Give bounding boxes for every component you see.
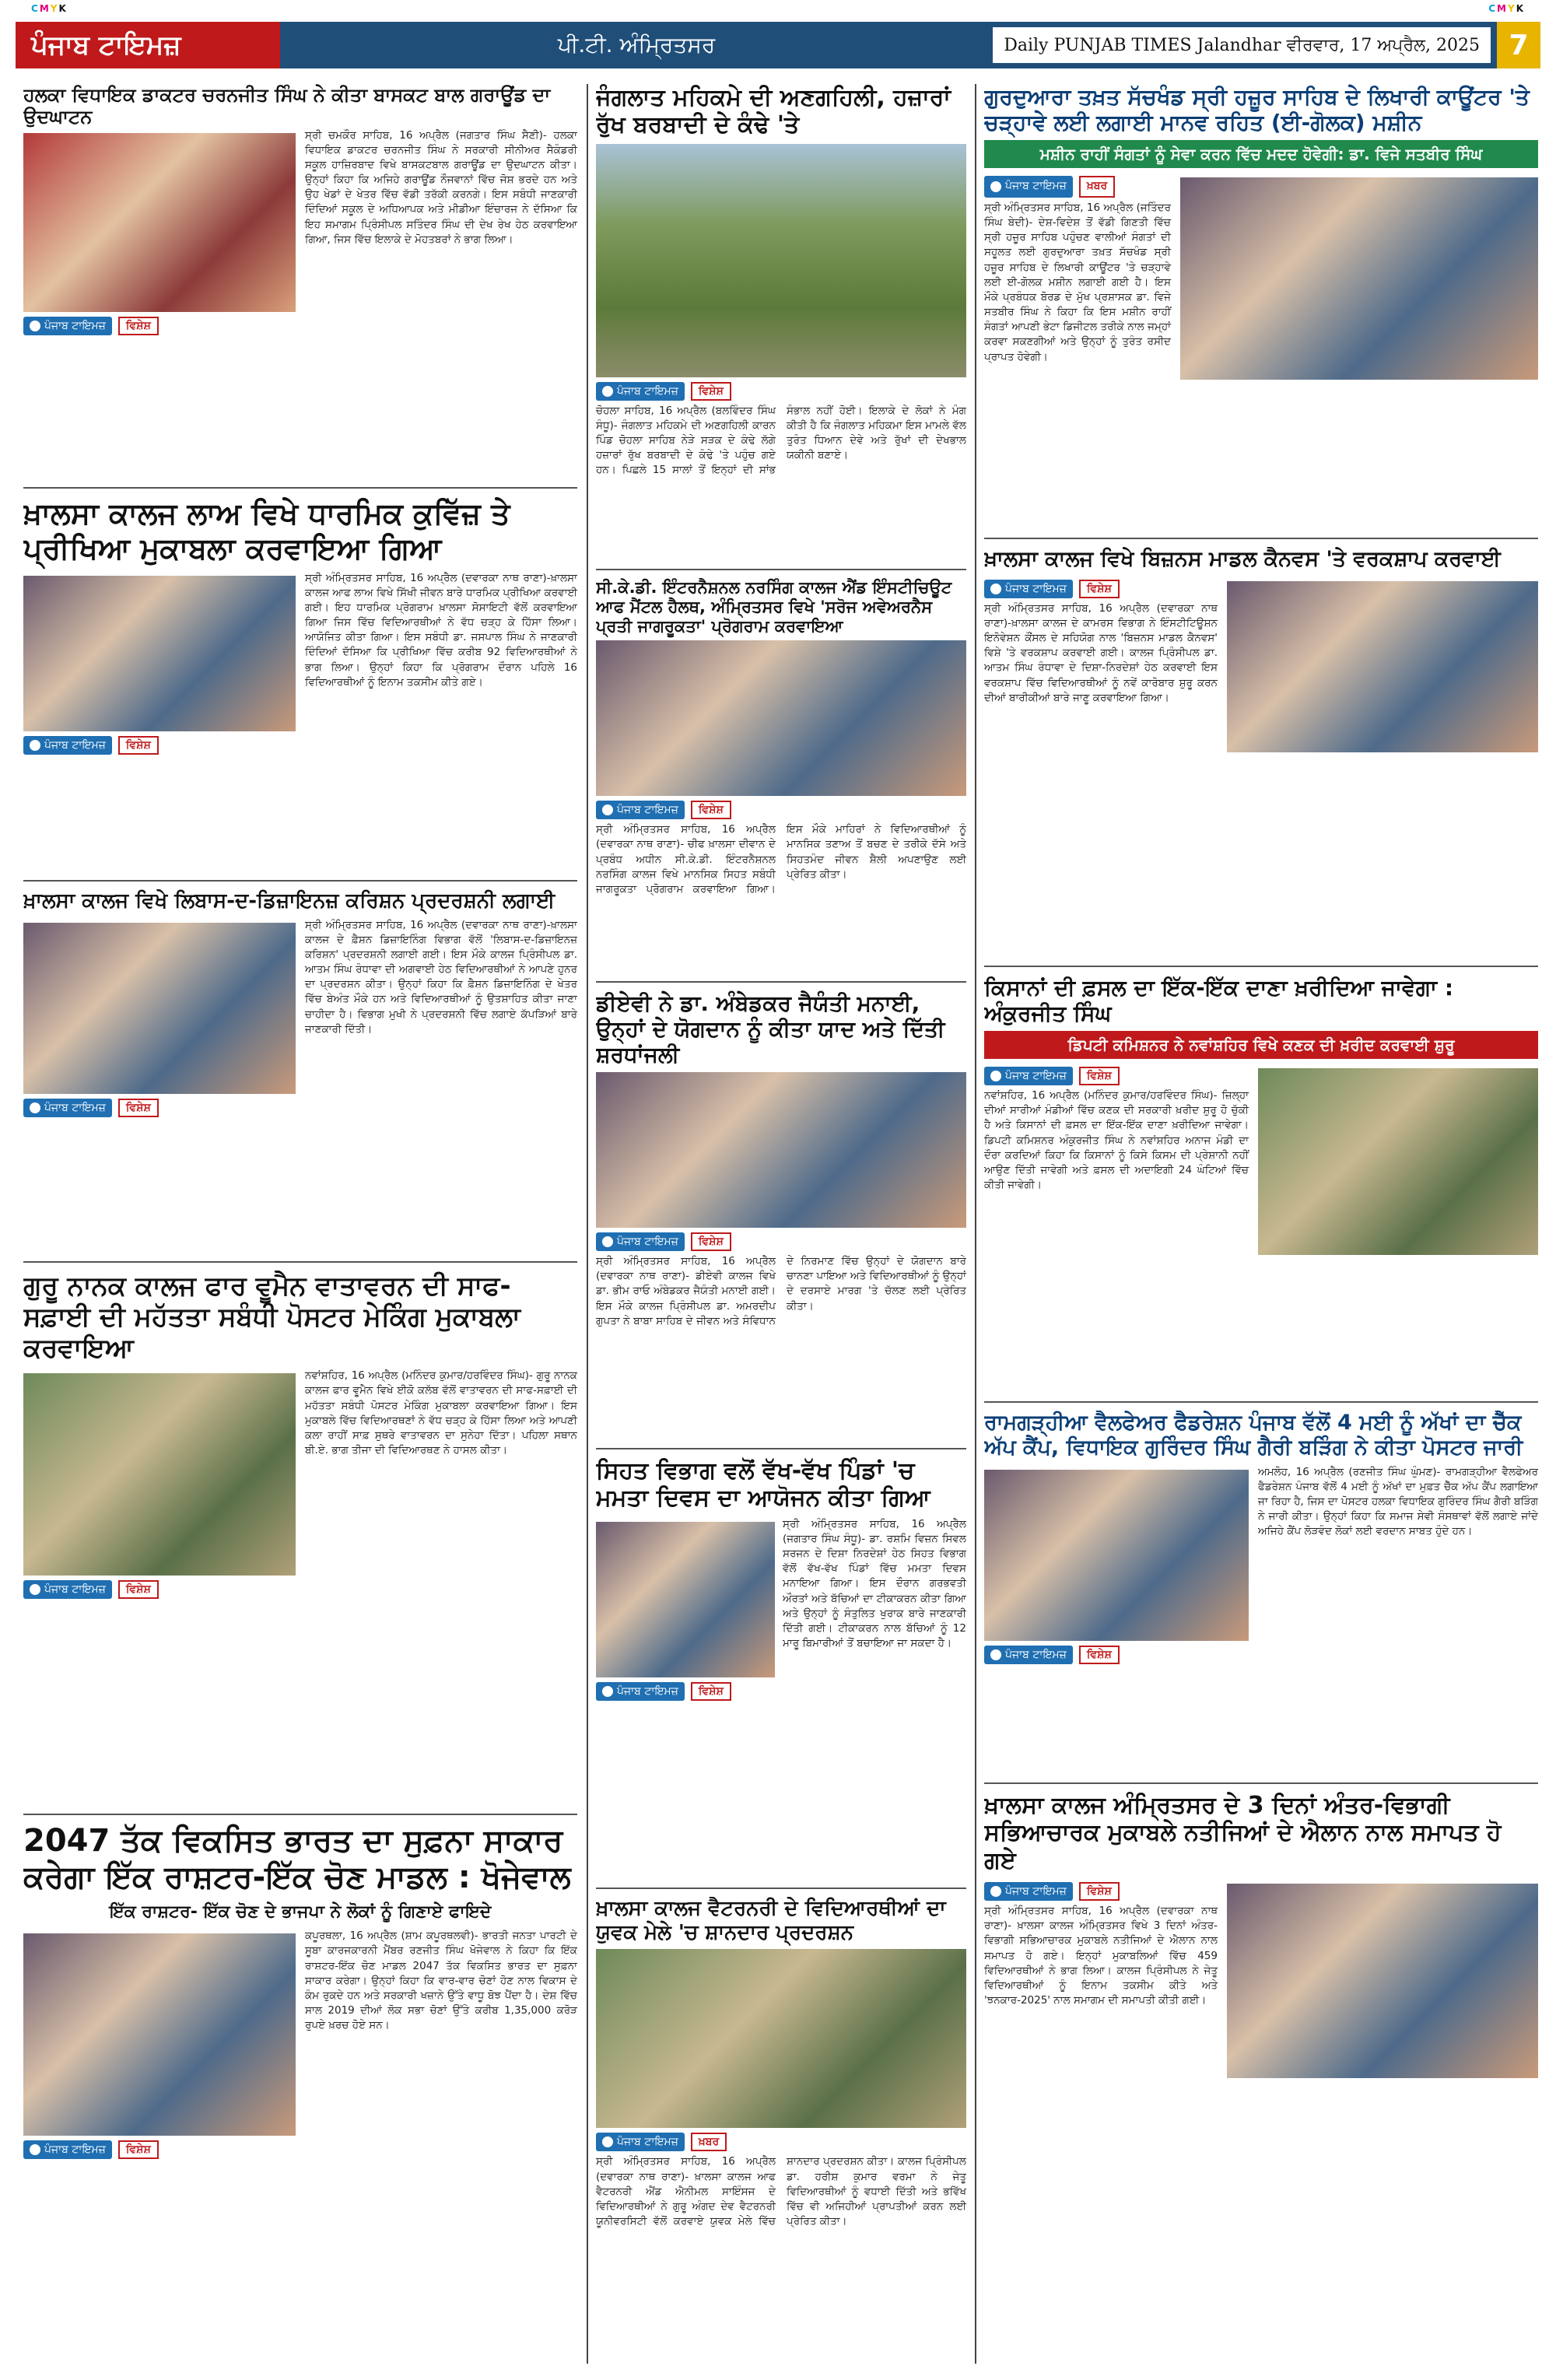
news-tag: ਖ਼ਬਰ — [691, 2133, 727, 2151]
headline: ਕਿਸਾਨਾਂ ਦੀ ਫ਼ਸਲ ਦਾ ਇੱਕ-ਇੱਕ ਦਾਣਾ ਖ਼ਰੀਦਿਆ ਜਾਵੇਗਾ : ਅੰਕੁਰਜੀਤ ਸਿੰਘ — [984, 975, 1454, 1027]
special-tag: ਵਿਸ਼ੇਸ਼ — [1079, 1882, 1120, 1901]
story-nursing-college — [596, 578, 966, 983]
brand-badge: ਪੰਜਾਬ ਟਾਇਮਜ਼ — [984, 1882, 1073, 1901]
byline — [596, 2133, 966, 2151]
news-photo — [23, 1933, 296, 2136]
news-photo — [23, 1373, 296, 1576]
brand-icon — [602, 1236, 613, 1247]
subheadline: ਡਿਪਟੀ ਕਮਿਸ਼ਨਰ ਨੇ ਨਵਾਂਸ਼ਹਿਰ ਵਿਖੇ ਕਣਕ ਦੀ ਖ਼ਰੀਦ ਕਰਵਾਈ ਸ਼ੁਰੂ — [984, 1031, 1538, 1059]
byline — [23, 2140, 296, 2159]
special-tag: ਵਿਸ਼ੇਸ਼ — [118, 317, 159, 335]
news-photo — [596, 144, 966, 377]
brand-icon — [30, 321, 40, 331]
story-fashion-exhibition — [23, 889, 577, 1263]
page-number: 7 — [1497, 22, 1540, 68]
byline — [23, 736, 296, 755]
news-photo — [1227, 1884, 1538, 2078]
story-body: ਚੋਹਲਾ ਸਾਹਿਬ, 16 ਅਪ੍ਰੈਲ (ਬਲਵਿੰਦਰ ਸਿੰਘ ਸੰਧੂ)- ਜੰਗਲਾਤ ਮਹਿਕਮੇ ਦੀ ਅਣਗਹਿਲੀ ਕਾਰਨ ਪਿੰਡ ਚੋਹਲਾ ਸਾਹਿਬ ਨੇੜੇ ਸੜਕ ਦੇ ਕੰਢੇ ਲੱਗੇ ਹਜ਼ਾਰਾਂ ਰੁੱਖ ਬਰਬਾਦੀ ਦੇ ਕੰਢੇ 'ਤੇ ਪਹੁੰਚ ਗਏ ਹਨ। ਪਿਛਲੇ 15 ਸਾਲਾਂ ਤੋਂ ਇਨ੍ਹਾਂ ਦੀ ਸਾਂਭ ਸੰਭਾਲ ਨਹੀਂ ਹੋਈ। ਇਲਾਕੇ ਦੇ ਲੋਕਾਂ ਨੇ ਮੰਗ ਕੀਤੀ ਹੈ ਕਿ ਜੰਗਲਾਤ ਮਹਿਕਮਾ ਇਸ ਮਾਮਲੇ ਵੱਲ ਤੁਰੰਤ ਧਿਆਨ ਦੇਵੇ ਅਤੇ ਰੁੱਖਾਂ ਦੀ ਦੇਖਭਾਲ ਯਕੀਨੀ ਬਣਾਏ। — [596, 404, 966, 477]
headline: ਖ਼ਾਲਸਾ ਕਾਲਜ ਲਾਅ ਵਿਖੇ ਧਾਰਮਿਕ ਕੁਵਿੱਜ਼ ਤੇ ਪ੍ਰੀਖਿਆ ਮੁਕਾਬਲਾ ਕਰਵਾਇਆ ਗਿਆ — [23, 496, 510, 566]
news-photo — [984, 1470, 1249, 1641]
brand-badge: ਪੰਜਾਬ ਟਾਇਮਜ਼ — [984, 176, 1073, 198]
brand-badge: ਪੰਜਾਬ ਟਾਇਮਜ਼ — [23, 1580, 112, 1599]
story-body: ਕਪੂਰਥਲਾ, 16 ਅਪ੍ਰੈਲ (ਸ਼ਾਮ ਕਪੂਰਥਲਵੀ)- ਭਾਰਤੀ ਜਨਤਾ ਪਾਰਟੀ ਦੇ ਸੂਬਾ ਕਾਰਜਕਾਰਨੀ ਮੈਂਬਰ ਰਣਜੀਤ ਸਿੰਘ ਖੋਜੇਵਾਲ ਨੇ ਕਿਹਾ ਕਿ ਇੱਕ ਰਾਸ਼ਟਰ-ਇੱਕ ਚੋਣ ਮਾਡਲ 2047 ਤੱਕ ਵਿਕਸਿਤ ਭਾਰਤ ਦਾ ਸੁਫ਼ਨਾ ਸਾਕਾਰ ਕਰੇਗਾ। ਉਨ੍ਹਾਂ ਕਿਹਾ ਕਿ ਵਾਰ-ਵਾਰ ਚੋਣਾਂ ਹੋਣ ਨਾਲ ਵਿਕਾਸ ਦੇ ਕੰਮ ਰੁਕਦੇ ਹਨ ਅਤੇ ਸਰਕਾਰੀ ਖਜ਼ਾਨੇ ਉੱਤੇ ਵਾਧੂ ਬੋਝ ਪੈਂਦਾ ਹੈ। ਦੇਸ਼ ਵਿੱਚ ਸਾਲ 2019 ਦੀਆਂ ਲੋਕ ਸਭਾ ਚੋਣਾਂ ਉੱਤੇ ਕਰੀਬ 1,35,000 ਕਰੋੜ ਰੁਪਏ ਖ਼ਰਚ ਹੋਏ ਸਨ। — [305, 1930, 577, 2032]
story-body: ਸ੍ਰੀ ਅੰਮ੍ਰਿਤਸਰ ਸਾਹਿਬ, 16 ਅਪ੍ਰੈਲ (ਦਵਾਰਕਾ ਨਾਥ ਰਾਣਾ)- ਖ਼ਾਲਸਾ ਕਾਲਜ ਅੰਮ੍ਰਿਤਸਰ ਵਿਖੇ 3 ਦਿਨਾਂ ਅੰਤਰ-ਵਿਭਾਗੀ ਸਭਿਆਚਾਰਕ ਮੁਕਾਬਲੇ ਨਤੀਜਿਆਂ ਦੇ ਐਲਾਨ ਨਾਲ ਸਮਾਪਤ ਹੋ ਗਏ। ਇਨ੍ਹਾਂ ਮੁਕਾਬਲਿਆਂ ਵਿੱਚ 459 ਵਿਦਿਆਰਥੀਆਂ ਨੇ ਭਾਗ ਲਿਆ। ਕਾਲਜ ਪ੍ਰਿੰਸੀਪਲ ਨੇ ਜੇਤੂ ਵਿਦਿਆਰਥੀਆਂ ਨੂੰ ਇਨਾਮ ਤਕਸੀਮ ਕੀਤੇ ਅਤੇ 'ਝਨਕਾਰ-2025' ਨਾਲ ਸਮਾਗਮ ਦੀ ਸਮਾਪਤੀ ਕੀਤੀ ਗਈ। — [984, 1905, 1218, 2007]
special-tag: ਵਿਸ਼ੇਸ਼ — [691, 1682, 731, 1701]
story-cultural-competitions — [984, 1792, 1538, 2336]
brand-badge: ਪੰਜਾਬ ਟਾਇਮਜ਼ — [596, 1232, 685, 1251]
brand-icon — [602, 386, 613, 397]
paper-logo: ਪੰਜਾਬ ਟਾਇਮਜ਼ — [16, 22, 280, 68]
story-body: ਸ੍ਰੀ ਅੰਮ੍ਰਿਤਸਰ ਸਾਹਿਬ, 16 ਅਪ੍ਰੈਲ (ਦਵਾਰਕਾ ਨਾਥ ਰਾਣਾ)-ਖ਼ਾਲਸਾ ਕਾਲਜ ਦੇ ਕਾਮਰਸ ਵਿਭਾਗ ਨੇ ਇੰਸਟੀਟਿਊਸ਼ਨ ਇਨੋਵੇਸ਼ਨ ਕੌਂਸਲ ਦੇ ਸਹਿਯੋਗ ਨਾਲ 'ਬਿਜ਼ਨਸ ਮਾਡਲ ਕੈਨਵਸ' ਵਿਸ਼ੇ 'ਤੇ ਵਰਕਸ਼ਾਪ ਕਰਵਾਈ ਗਈ। ਕਾਲਜ ਪ੍ਰਿੰਸੀਪਲ ਡਾ. ਆਤਮ ਸਿੰਘ ਰੰਧਾਵਾ ਦੇ ਦਿਸ਼ਾ-ਨਿਰਦੇਸ਼ਾਂ ਹੇਠ ਕਰਵਾਈ ਇਸ ਵਰਕਸ਼ਾਪ ਵਿੱਚ ਵਿਦਿਆਰਥੀਆਂ ਨੂੰ ਨਵੇਂ ਕਾਰੋਬਾਰ ਸ਼ੁਰੂ ਕਰਨ ਦੀਆਂ ਬਾਰੀਕੀਆਂ ਬਾਰੇ ਜਾਣੂ ਕਰਵਾਇਆ ਗਿਆ। — [984, 601, 1218, 704]
headline: ਗੁਰਦੁਆਰਾ ਤਖ਼ਤ ਸੱਚਖੰਡ ਸ੍ਰੀ ਹਜ਼ੂਰ ਸਾਹਿਬ ਦੇ ਲਿਖਾਰੀ ਕਾਊਂਟਰ 'ਤੇ ਚੜ੍ਹਾਵੇ ਲਈ ਲਗਾਈ ਮਾਨਵ ਰਹਿਤ (ਈ-ਗੋਲਕ) ਮਸ਼ੀਨ — [984, 84, 1530, 136]
story-body: ਨਵਾਂਸ਼ਹਿਰ, 16 ਅਪ੍ਰੈਲ (ਮਨਿੰਦਰ ਕੁਮਾਰ/ਹਰਵਿੰਦਰ ਸਿੰਘ)- ਗੁਰੂ ਨਾਨਕ ਕਾਲਜ ਫਾਰ ਵੂਮੈਨ ਵਿਖੇ ਈਕੋ ਕਲੱਬ ਵੱਲੋਂ ਵਾਤਾਵਰਨ ਦੀ ਸਾਫ-ਸਫ਼ਾਈ ਦੀ ਮਹੱਤਤਾ ਸਬੰਧੀ ਪੋਸਟਰ ਮੇਕਿੰਗ ਮੁਕਾਬਲਾ ਕਰਵਾਇਆ ਗਿਆ। ਇਸ ਮੁਕਾਬਲੇ ਵਿੱਚ ਵਿਦਿਆਰਥਣਾਂ ਨੇ ਵੱਧ ਚੜ੍ਹ ਕੇ ਹਿੱਸਾ ਲਿਆ ਅਤੇ ਆਪਣੀ ਕਲਾ ਰਾਹੀਂ ਸਾਫ਼ ਸੁਥਰੇ ਵਾਤਾਵਰਨ ਦਾ ਸੁਨੇਹਾ ਦਿੱਤਾ। ਪਹਿਲਾ ਸਥਾਨ ਬੀ.ਏ. ਭਾਗ ਤੀਜਾ ਦੀ ਵਿਦਿਆਰਥਣ ਨੇ ਹਾਸਲ ਕੀਤਾ। — [305, 1369, 577, 1457]
news-photo — [596, 1072, 966, 1228]
headline: ਹਲਕਾ ਵਿਧਾਇਕ ਡਾਕਟਰ ਚਰਨਜੀਤ ਸਿੰਘ ਨੇ ਕੀਤਾ ਬਾਸਕਟ ਬਾਲ ਗਰਾਊਂਡ ਦਾ ਉਦਘਾਟਨ — [23, 84, 551, 128]
special-tag: ਵਿਸ਼ੇਸ਼ — [691, 382, 731, 401]
byline — [596, 1682, 775, 1701]
story-e-golak — [984, 84, 1538, 539]
headline: ਖ਼ਾਲਸਾ ਕਾਲਜ ਵਿਖੇ ਬਿਜ਼ਨਸ ਮਾਡਲ ਕੈਨਵਸ 'ਤੇ ਵਰਕਸ਼ਾਪ ਕਰਵਾਈ — [984, 547, 1501, 571]
brand-badge: ਪੰਜਾਬ ਟਾਇਮਜ਼ — [23, 736, 112, 755]
story-body — [984, 173, 1171, 384]
news-photo — [1227, 581, 1538, 752]
byline — [984, 1646, 1249, 1664]
byline — [984, 1882, 1218, 1901]
special-tag: ਵਿਸ਼ੇਸ਼ — [1079, 1646, 1120, 1664]
story-eye-camp — [984, 1411, 1538, 1784]
story-body: ਸ੍ਰੀ ਚਮਕੌਰ ਸਾਹਿਬ, 16 ਅਪ੍ਰੈਲ (ਜਗਤਾਰ ਸਿੰਘ ਸੈਣੀ)- ਹਲਕਾ ਵਿਧਾਇਕ ਡਾਕਟਰ ਚਰਨਜੀਤ ਸਿੰਘ ਨੇ ਸਰਕਾਰੀ ਸੀਨੀਅਰ ਸੈਕੰਡਰੀ ਸਕੂਲ ਹਾਜ਼ਿਰਬਾਦ ਵਿਖੇ ਬਾਸਕਟਬਾਲ ਗਰਾਊਂਡ ਦਾ ਉਦਘਾਟਨ ਕੀਤਾ। ਉਨ੍ਹਾਂ ਕਿਹਾ ਕਿ ਅਜਿਹੇ ਗਰਾਊਂਡ ਨੌਜਵਾਨਾਂ ਵਿੱਚ ਜੋਸ਼ ਭਰਦੇ ਹਨ ਅਤੇ ਉਹ ਖੇਡਾਂ ਦੇ ਖੇਤਰ ਵਿੱਚ ਵੱਡੀ ਤਰੱਕੀ ਕਰਨਗੇ। ਇਸ ਸਬੰਧੀ ਜਾਣਕਾਰੀ ਦਿੰਦਿਆਂ ਸਕੂਲ ਦੇ ਅਧਿਆਪਕ ਅਤੇ ਮੀਡੀਆ ਇੰਚਾਰਜ ਨੇ ਦੱਸਿਆ ਕਿ ਇਹ ਸਮਾਗਮ ਪ੍ਰਿੰਸੀਪਲ ਸਤਿੰਦਰ ਸਿੰਘ ਦੀ ਦੇਖ ਰੇਖ ਹੇਠ ਕਰਵਾਇਆ ਗਿਆ, ਜਿਸ ਵਿੱਚ ਇਲਾਕੇ ਦੇ ਮੋਹਤਬਰਾਂ ਨੇ ਭਾਗ ਲਿਆ। — [305, 128, 577, 246]
brand-badge: ਪੰਜਾਬ ਟਾਇਮਜ਼ — [23, 1099, 112, 1117]
brand-icon — [30, 2144, 40, 2155]
brand-badge: ਪੰਜਾਬ ਟਾਇਮਜ਼ — [23, 317, 112, 335]
headline: ਖ਼ਾਲਸਾ ਕਾਲਜ ਵਿਖੇ ਲਿਬਾਸ-ਦ-ਡਿਜ਼ਾਇਨਜ਼ ਕਰਿਸ਼ਨ ਪ੍ਰਦਰਸ਼ਨੀ ਲਗਾਈ — [23, 889, 555, 913]
subheadline: ਮਸ਼ੀਨ ਰਾਹੀਂ ਸੰਗਤਾਂ ਨੂੰ ਸੇਵਾ ਕਰਨ ਵਿੱਚ ਮਦਦ ਹੋਵੇਗੀ: ਡਾ. ਵਿਜੇ ਸਤਬੀਰ ਸਿੰਘ — [984, 140, 1538, 168]
brand-badge: ਪੰਜਾਬ ਟਾਇਮਜ਼ — [984, 1646, 1073, 1664]
brand-icon — [990, 584, 1001, 594]
brand-icon — [990, 1649, 1001, 1660]
brand-icon — [30, 1584, 40, 1595]
headline: ਜੰਗਲਾਤ ਮਹਿਕਮੇ ਦੀ ਅਣਗਹਿਲੀ, ਹਜ਼ਾਰਾਂ ਰੁੱਖ ਬਰਬਾਦੀ ਦੇ ਕੰਢੇ 'ਤੇ — [596, 84, 951, 139]
left-column — [23, 84, 577, 2375]
byline — [984, 1067, 1249, 1085]
byline — [596, 382, 966, 401]
special-tag: ਵਿਸ਼ੇਸ਼ — [1079, 580, 1120, 598]
story-ambedkar-jayanti — [596, 990, 966, 1449]
brand-badge: ਪੰਜਾਬ ਟਾਇਮਜ਼ — [596, 2133, 685, 2151]
brand-badge: ਪੰਜਾਬ ਟਾਇਮਜ਼ — [23, 2140, 112, 2159]
news-photo — [596, 1949, 966, 2128]
byline — [596, 1232, 966, 1251]
headline: ਰਾਮਗੜ੍ਹੀਆ ਵੈਲਫੇਅਰ ਫੈਡਰੇਸ਼ਨ ਪੰਜਾਬ ਵੱਲੋਂ 4 ਮਈ ਨੂੰ ਅੱਖਾਂ ਦਾ ਚੈੱਕ ਅੱਪ ਕੈਂਪ, ਵਿਧਾਇਕ ਗੁਰਿੰਦਰ ਸਿੰਘ ਗੈਰੀ ਬੜਿੰਗ ਨੇ ਕੀਤਾ ਪੋਸਟਰ ਜਾਰੀ — [984, 1411, 1523, 1460]
story-body: ਸ੍ਰੀ ਅੰਮ੍ਰਿਤਸਰ ਸਾਹਿਬ, 16 ਅਪ੍ਰੈਲ (ਦਵਾਰਕਾ ਨਾਥ ਰਾਣਾ)- ਖ਼ਾਲਸਾ ਕਾਲਜ ਆਫ ਵੈਟਰਨਰੀ ਐਂਡ ਐਨੀਮਲ ਸਾਇੰਸਜ ਦੇ ਵਿਦਿਆਰਥੀਆਂ ਨੇ ਗੁਰੂ ਅੰਗਦ ਦੇਵ ਵੈਟਰਨਰੀ ਯੂਨੀਵਰਸਿਟੀ ਵੱਲੋਂ ਕਰਵਾਏ ਯੁਵਕ ਮੇਲੇ ਵਿੱਚ ਸ਼ਾਨਦਾਰ ਪ੍ਰਦਰਸ਼ਨ ਕੀਤਾ। ਕਾਲਜ ਪ੍ਰਿੰਸੀਪਲ ਡਾ. ਹਰੀਸ਼ ਕੁਮਾਰ ਵਰਮਾ ਨੇ ਜੇਤੂ ਵਿਦਿਆਰਥੀਆਂ ਨੂੰ ਵਧਾਈ ਦਿੱਤੀ ਅਤੇ ਭਵਿੱਖ ਵਿੱਚ ਵੀ ਅਜਿਹੀਆਂ ਪ੍ਰਾਪਤੀਆਂ ਕਰਨ ਲਈ ਪ੍ਰੇਰਿਤ ਕੀਤਾ। — [596, 2155, 966, 2228]
brand-badge: ਪੰਜਾਬ ਟਾਇਮਜ਼ — [596, 801, 685, 819]
story-veterinary-youth-fest — [596, 1897, 966, 2364]
byline — [23, 1099, 296, 1117]
story-text: ਸ੍ਰੀ ਅੰਮ੍ਰਿਤਸਰ ਸਾਹਿਬ, 16 ਅਪ੍ਰੈਲ (ਜਤਿੰਦਰ ਸਿੰਘ ਬੇਦੀ)- ਦੇਸ਼-ਵਿਦੇਸ਼ ਤੋਂ ਵੱਡੀ ਗਿਣਤੀ ਵਿੱਚ ਸ੍ਰੀ ਹਜ਼ੂਰ ਸਾਹਿਬ ਪਹੁੰਚਣ ਵਾਲੀਆਂ ਸੰਗਤਾਂ ਦੀ ਸਹੂਲਤ ਲਈ ਗੁਰਦੁਆਰਾ ਤਖ਼ਤ ਸੱਚਖੰਡ ਸ੍ਰੀ ਹਜ਼ੂਰ ਸਾਹਿਬ ਦੇ ਲਿਖਾਰੀ ਕਾਊਂਟਰ 'ਤੇ ਚੜ੍ਹਾਵੇ ਲਈ ਈ-ਗੋਲਕ ਮਸ਼ੀਨ ਲਗਾਈ ਗਈ ਹੈ। ਇਸ ਮੌਕੇ ਪ੍ਰਬੰਧਕ ਬੋਰਡ ਦੇ ਮੁੱਖ ਪ੍ਰਸ਼ਾਸਕ ਡਾ. ਵਿਜੇ ਸਤਬੀਰ ਸਿੰਘ ਨੇ ਕਿਹਾ ਕਿ ਇਸ ਮਸ਼ੀਨ ਰਾਹੀਂ ਸੰਗਤਾਂ ਆਪਣੀ ਭੇਟਾ ਡਿਜੀਟਲ ਤਰੀਕੇ ਨਾਲ ਜਮ੍ਹਾਂ ਕਰਵਾ ਸਕਣਗੀਆਂ ਅਤੇ ਉਨ੍ਹਾਂ ਨੂੰ ਤੁਰੰਤ ਰਸੀਦ ਪ੍ਰਾਪਤ ਹੋਵੇਗੀ। — [984, 201, 1171, 363]
story-basketball — [23, 84, 577, 489]
middle-column — [596, 84, 966, 2371]
special-tag: ਵਿਸ਼ੇਸ਼ — [118, 1580, 159, 1599]
column-divider — [975, 84, 976, 2364]
brand-icon — [30, 740, 40, 751]
news-photo — [1258, 1068, 1538, 1255]
special-tag: ਵਿਸ਼ੇਸ਼ — [691, 801, 731, 819]
column-divider — [587, 84, 588, 2364]
news-photo — [23, 133, 296, 312]
story-business-model — [984, 547, 1538, 967]
story-poster-making — [23, 1271, 577, 1815]
byline — [23, 317, 296, 335]
brand-badge: ਪੰਜਾਬ ਟਾਇਮਜ਼ — [984, 1067, 1073, 1085]
special-tag: ਵਿਸ਼ੇਸ਼ — [1079, 1067, 1120, 1085]
headline: ਸੀ.ਕੇ.ਡੀ. ਇੰਟਰਨੈਸ਼ਨਲ ਨਰਸਿੰਗ ਕਾਲਜ ਐਂਡ ਇੰਸਟੀਚਿਊਟ ਆਫ ਮੈਂਟਲ ਹੈਲਥ, ਅੰਮ੍ਰਿਤਸਰ ਵਿਖੇ 'ਸਰੋਜ ਅਵੇਅਰਨੈਸ ਪ੍ਰਤੀ ਜਾਗਰੂਕਤਾ' ਪ੍ਰੋਗਰਾਮ ਕਰਵਾਇਆ — [596, 578, 952, 636]
story-body: ਸ੍ਰੀ ਅੰਮ੍ਰਿਤਸਰ ਸਾਹਿਬ, 16 ਅਪ੍ਰੈਲ (ਜਗਤਾਰ ਸਿੰਘ ਸੰਧੂ)- ਡਾ. ਰਸ਼ਮਿ ਵਿਜ਼ਨ ਸਿਵਲ ਸਰਜਨ ਦੇ ਦਿਸ਼ਾ ਨਿਰਦੇਸ਼ਾਂ ਹੇਠ ਸਿਹਤ ਵਿਭਾਗ ਵੱਲੋਂ ਵੱਖ-ਵੱਖ ਪਿੰਡਾਂ ਵਿੱਚ ਮਮਤਾ ਦਿਵਸ ਮਨਾਇਆ ਗਿਆ। ਇਸ ਦੌਰਾਨ ਗਰਭਵਤੀ ਔਰਤਾਂ ਅਤੇ ਬੱਚਿਆਂ ਦਾ ਟੀਕਾਕਰਨ ਕੀਤਾ ਗਿਆ ਅਤੇ ਉਨ੍ਹਾਂ ਨੂੰ ਸੰਤੁਲਿਤ ਖੁਰਾਕ ਬਾਰੇ ਜਾਣਕਾਰੀ ਦਿੱਤੀ ਗਈ। ਟੀਕਾਕਰਨ ਨਾਲ ਬੱਚਿਆਂ ਨੂੰ 12 ਮਾਰੂ ਬਿਮਾਰੀਆਂ ਤੋਂ ਬਚਾਇਆ ਜਾ ਸਕਦਾ ਹੈ। — [783, 1517, 966, 1650]
special-tag: ਵਿਸ਼ੇਸ਼ — [691, 1232, 731, 1251]
masthead — [16, 22, 1540, 68]
byline — [23, 1580, 296, 1599]
brand-icon — [30, 1102, 40, 1113]
special-tag: ਵਿਸ਼ੇਸ਼ — [118, 2140, 159, 2159]
registration-mark-left: CMYK — [31, 3, 68, 14]
brand-icon — [990, 1886, 1001, 1897]
story-body: ਅਮਲੋਹ, 16 ਅਪ੍ਰੈਲ (ਰਣਜੀਤ ਸਿੰਘ ਘੁੰਮਣ)- ਰਾਮਗੜ੍ਹੀਆ ਵੈਲਫੇਅਰ ਫੈਡਰੇਸ਼ਨ ਪੰਜਾਬ ਵੱਲੋਂ 4 ਮਈ ਨੂੰ ਅੱਖਾਂ ਦਾ ਮੁਫ਼ਤ ਚੈੱਕ ਅੱਪ ਕੈਂਪ ਲਗਾਇਆ ਜਾ ਰਿਹਾ ਹੈ, ਜਿਸ ਦਾ ਪੋਸਟਰ ਹਲਕਾ ਵਿਧਾਇਕ ਗੁਰਿੰਦਰ ਸਿੰਘ ਗੈਰੀ ਬੜਿੰਗ ਨੇ ਜਾਰੀ ਕੀਤਾ। ਉਨ੍ਹਾਂ ਕਿਹਾ ਕਿ ਸਮਾਜ ਸੇਵੀ ਸੰਸਥਾਵਾਂ ਵੱਲੋਂ ਲਗਾਏ ਜਾਂਦੇ ਅਜਿਹੇ ਕੈਂਪ ਲੋੜਵੰਦ ਲੋਕਾਂ ਲਈ ਵਰਦਾਨ ਸਾਬਤ ਹੁੰਦੇ ਹਨ। — [1258, 1465, 1538, 1538]
headline: ਸਿਹਤ ਵਿਭਾਗ ਵਲੋਂ ਵੱਖ-ਵੱਖ ਪਿੰਡਾਂ 'ਚ ਮਮਤਾ ਦਿਵਸ ਦਾ ਆਯੋਜਨ ਕੀਤਾ ਗਿਆ — [596, 1457, 930, 1512]
brand-badge: ਪੰਜਾਬ ਟਾਇਮਜ਼ — [984, 580, 1073, 598]
brand-icon — [602, 2136, 613, 2147]
story-forest-neglect — [596, 84, 966, 570]
news-photo — [23, 576, 296, 731]
section-title: ਪੀ.ਟੀ. ਅੰਮ੍ਰਿਤਸਰ — [557, 32, 716, 58]
story-body: ਸ੍ਰੀ ਅੰਮ੍ਰਿਤਸਰ ਸਾਹਿਬ, 16 ਅਪ੍ਰੈਲ (ਦਵਾਰਕਾ ਨਾਥ ਰਾਣਾ)-ਖ਼ਾਲਸਾ ਕਾਲਜ ਦੇ ਫ਼ੈਸ਼ਨ ਡਿਜ਼ਾਇਨਿੰਗ ਵਿਭਾਗ ਵੱਲੋਂ 'ਲਿਬਾਸ-ਦ-ਡਿਜ਼ਾਇਨਜ਼ ਕਰਿਸ਼ਨ' ਪ੍ਰਦਰਸ਼ਨੀ ਲਗਾਈ ਗਈ। ਇਸ ਮੌਕੇ ਕਾਲਜ ਪ੍ਰਿੰਸੀਪਲ ਡਾ. ਆਤਮ ਸਿੰਘ ਰੰਧਾਵਾ ਦੀ ਅਗਵਾਈ ਹੇਠ ਵਿਦਿਆਰਥੀਆਂ ਨੇ ਆਪਣੇ ਹੁਨਰ ਦਾ ਪ੍ਰਦਰਸ਼ਨ ਕੀਤਾ। ਉਨ੍ਹਾਂ ਕਿਹਾ ਕਿ ਫ਼ੈਸ਼ਨ ਡਿਜ਼ਾਇਨਿੰਗ ਦੇ ਖੇਤਰ ਵਿੱਚ ਬੇਅੰਤ ਮੌਕੇ ਹਨ ਅਤੇ ਵਿਦਿਆਰਥੀਆਂ ਨੂੰ ਉਤਸ਼ਾਹਿਤ ਕੀਤਾ ਜਾਣਾ ਚਾਹੀਦਾ ਹੈ। ਵਿਭਾਗ ਮੁਖੀ ਨੇ ਪ੍ਰਦਰਸ਼ਨੀ ਵਿੱਚ ਲਗਾਏ ਕੱਪੜਿਆਂ ਬਾਰੇ ਜਾਣਕਾਰੀ ਦਿੱਤੀ। — [305, 918, 577, 1036]
news-photo — [596, 640, 966, 796]
news-photo — [1180, 177, 1538, 380]
headline: ਖ਼ਾਲਸਾ ਕਾਲਜ ਅੰਮ੍ਰਿਤਸਰ ਦੇ 3 ਦਿਨਾਂ ਅੰਤਰ-ਵਿਭਾਗੀ ਸਭਿਆਚਾਰਕ ਮੁਕਾਬਲੇ ਨਤੀਜਿਆਂ ਦੇ ਐਲਾਨ ਨਾਲ ਸਮਾਪਤ ਹੋ ਗਏ — [984, 1792, 1502, 1874]
brand-icon — [602, 1686, 613, 1697]
byline — [984, 176, 1171, 198]
right-column — [984, 84, 1538, 2344]
story-body: ਸ੍ਰੀ ਅੰਮ੍ਰਿਤਸਰ ਸਾਹਿਬ, 16 ਅਪ੍ਰੈਲ (ਦਵਾਰਕਾ ਨਾਥ ਰਾਣਾ)- ਚੀਫ ਖ਼ਾਲਸਾ ਦੀਵਾਨ ਦੇ ਪ੍ਰਬੰਧ ਅਧੀਨ ਸੀ.ਕੇ.ਡੀ. ਇੰਟਰਨੈਸ਼ਨਲ ਨਰਸਿੰਗ ਕਾਲਜ ਵਿਖੇ ਮਾਨਸਿਕ ਸਿਹਤ ਸਬੰਧੀ ਜਾਗਰੂਕਤਾ ਪ੍ਰੋਗਰਾਮ ਕਰਵਾਇਆ ਗਿਆ। ਇਸ ਮੌਕੇ ਮਾਹਿਰਾਂ ਨੇ ਵਿਦਿਆਰਥੀਆਂ ਨੂੰ ਮਾਨਸਿਕ ਤਣਾਅ ਤੋਂ ਬਚਣ ਦੇ ਤਰੀਕੇ ਦੱਸੇ ਅਤੇ ਸਿਹਤਮੰਦ ਜੀਵਨ ਸ਼ੈਲੀ ਅਪਣਾਉਣ ਲਈ ਪ੍ਰੇਰਿਤ ਕੀਤਾ। — [596, 823, 966, 896]
story-wheat-procurement — [984, 975, 1538, 1403]
story-religious-quiz — [23, 496, 577, 882]
headline: ਗੁਰੂ ਨਾਨਕ ਕਾਲਜ ਫਾਰ ਵੂਮੈਨ ਵਾਤਾਵਰਨ ਦੀ ਸਾਫ-ਸਫ਼ਾਈ ਦੀ ਮਹੱਤਤਾ ਸਬੰਧੀ ਪੋਸਟਰ ਮੇਕਿੰਗ ਮੁਕਾਬਲਾ ਕਰਵਾਇਆ — [23, 1271, 520, 1365]
headline: ਡੀਏਵੀ ਨੇ ਡਾ. ਅੰਬੇਡਕਰ ਜੈਯੰਤੀ ਮਨਾਈ, ਉਨ੍ਹਾਂ ਦੇ ਯੋਗਦਾਨ ਨੂੰ ਕੀਤਾ ਯਾਦ ਅਤੇ ਦਿੱਤੀ ਸ਼ਰਧਾਂਜਲੀ — [596, 990, 945, 1068]
special-tag: ਵਿਸ਼ੇਸ਼ — [118, 736, 159, 755]
news-tag: ਖ਼ਬਰ — [1079, 176, 1115, 198]
paper-date: Daily PUNJAB TIMES Jalandhar ਵੀਰਵਾਰ, 17 ਅਪ੍ਰੈਲ, 2025 — [993, 27, 1491, 63]
news-photo — [23, 923, 296, 1094]
brand-icon — [990, 1071, 1001, 1081]
story-body: ਨਵਾਂਸ਼ਹਿਰ, 16 ਅਪ੍ਰੈਲ (ਮਨਿੰਦਰ ਕੁਮਾਰ/ਹਰਵਿੰਦਰ ਸਿੰਘ)- ਜ਼ਿਲ੍ਹਾ ਦੀਆਂ ਸਾਰੀਆਂ ਮੰਡੀਆਂ ਵਿੱਚ ਕਣਕ ਦੀ ਸਰਕਾਰੀ ਖ਼ਰੀਦ ਸ਼ੁਰੂ ਹੋ ਚੁੱਕੀ ਹੈ ਅਤੇ ਕਿਸਾਨਾਂ ਦੀ ਫ਼ਸਲ ਦਾ ਇੱਕ-ਇੱਕ ਦਾਣਾ ਖ਼ਰੀਦਿਆ ਜਾਵੇਗਾ। ਡਿਪਟੀ ਕਮਿਸ਼ਨਰ ਅੰਕੁਰਜੀਤ ਸਿੰਘ ਨੇ ਨਵਾਂਸ਼ਹਿਰ ਅਨਾਜ ਮੰਡੀ ਦਾ ਦੌਰਾ ਕਰਦਿਆਂ ਕਿਹਾ ਕਿ ਕਿਸਾਨਾਂ ਨੂੰ ਕਿਸੇ ਕਿਸਮ ਦੀ ਪ੍ਰੇਸ਼ਾਨੀ ਨਹੀਂ ਆਉਣ ਦਿੱਤੀ ਜਾਵੇਗੀ ਅਤੇ ਫ਼ਸਲ ਦੀ ਅਦਾਇਗੀ 24 ਘੰਟਿਆਂ ਵਿੱਚ ਕੀਤੀ ਜਾਵੇਗੀ। — [984, 1089, 1249, 1191]
brand-icon — [602, 804, 613, 815]
registration-mark-right: CMYK — [1488, 3, 1525, 14]
story-one-nation-election — [23, 1823, 577, 2368]
brand-badge: ਪੰਜਾਬ ਟਾਇਮਜ਼ — [596, 1682, 685, 1701]
byline — [596, 801, 966, 819]
story-body: ਸ੍ਰੀ ਅੰਮ੍ਰਿਤਸਰ ਸਾਹਿਬ, 16 ਅਪ੍ਰੈਲ (ਦਵਾਰਕਾ ਨਾਥ ਰਾਣਾ)- ਡੀਏਵੀ ਕਾਲਜ ਵਿਖੇ ਡਾ. ਭੀਮ ਰਾਓ ਅੰਬੇਡਕਰ ਜੈਯੰਤੀ ਮਨਾਈ ਗਈ। ਇਸ ਮੌਕੇ ਕਾਲਜ ਪ੍ਰਿੰਸੀਪਲ ਡਾ. ਅਮਰਦੀਪ ਗੁਪਤਾ ਨੇ ਬਾਬਾ ਸਾਹਿਬ ਦੇ ਜੀਵਨ ਅਤੇ ਸੰਵਿਧਾਨ ਦੇ ਨਿਰਮਾਣ ਵਿੱਚ ਉਨ੍ਹਾਂ ਦੇ ਯੋਗਦਾਨ ਬਾਰੇ ਚਾਨਣਾ ਪਾਇਆ ਅਤੇ ਵਿਦਿਆਰਥੀਆਂ ਨੂੰ ਉਨ੍ਹਾਂ ਦੇ ਦਰਸਾਏ ਮਾਰਗ 'ਤੇ ਚੱਲਣ ਲਈ ਪ੍ਰੇਰਿਤ ਕੀਤਾ। — [596, 1255, 966, 1327]
headline: ਖ਼ਾਲਸਾ ਕਾਲਜ ਵੈਟਰਨਰੀ ਦੇ ਵਿਦਿਆਰਥੀਆਂ ਦਾ ਯੁਵਕ ਮੇਲੇ 'ਚ ਸ਼ਾਨਦਾਰ ਪ੍ਰਦਰਸ਼ਨ — [596, 1897, 946, 1944]
byline — [984, 580, 1218, 598]
story-body: ਸ੍ਰੀ ਅੰਮ੍ਰਿਤਸਰ ਸਾਹਿਬ, 16 ਅਪ੍ਰੈਲ (ਦਵਾਰਕਾ ਨਾਥ ਰਾਣਾ)-ਖ਼ਾਲਸਾ ਕਾਲਜ ਆਫ ਲਾਅ ਵਿਖੇ ਸਿੱਖੀ ਜੀਵਨ ਬਾਰੇ ਧਾਰਮਿਕ ਪ੍ਰੀਖਿਆ ਕਰਵਾਈ ਗਈ। ਇਹ ਧਾਰਮਿਕ ਪ੍ਰੋਗਰਾਮ ਖ਼ਾਲਸਾ ਸੋਸਾਇਟੀ ਵੱਲੋਂ ਕਰਵਾਇਆ ਗਿਆ ਜਿਸ ਵਿੱਚ ਵਿਦਿਆਰਥੀਆਂ ਨੇ ਵੱਧ ਚੜ੍ਹ ਕੇ ਹਿੱਸਾ ਲਿਆ। ਆਯੋਜਿਤ ਕੀਤਾ ਗਿਆ। ਇਸ ਸਬੰਧੀ ਡਾ. ਜਸਪਾਲ ਸਿੰਘ ਨੇ ਜਾਣਕਾਰੀ ਦਿੰਦਿਆਂ ਦੱਸਿਆ ਕਿ ਪ੍ਰੀਖਿਆ ਵਿੱਚ ਕਰੀਬ 92 ਵਿਦਿਆਰਥੀਆਂ ਨੇ ਭਾਗ ਲਿਆ। ਉਨ੍ਹਾਂ ਕਿਹਾ ਕਿ ਪ੍ਰੋਗਰਾਮ ਦੌਰਾਨ ਪਹਿਲੇ 16 ਵਿਦਿਆਰਥੀਆਂ ਨੂੰ ਇਨਾਮ ਤਕਸੀਮ ਕੀਤੇ ਗਏ। — [305, 571, 577, 689]
subheadline: ਇੱਕ ਰਾਸ਼ਟਰ- ਇੱਕ ਚੋਣ ਦੇ ਭਾਜਪਾ ਨੇ ਲੋਕਾਂ ਨੂੰ ਗਿਣਾਏ ਫਾਇਦੇ — [109, 1902, 492, 1923]
special-tag: ਵਿਸ਼ੇਸ਼ — [118, 1099, 159, 1117]
news-photo — [596, 1522, 775, 1677]
brand-badge: ਪੰਜਾਬ ਟਾਇਮਜ਼ — [596, 382, 685, 401]
brand-icon — [990, 181, 1001, 192]
headline: 2047 ਤੱਕ ਵਿਕਸਿਤ ਭਾਰਤ ਦਾ ਸੁਫ਼ਨਾ ਸਾਕਾਰ ਕਰੇਗਾ ਇੱਕ ਰਾਸ਼ਟਰ-ਇੱਕ ਚੋਣ ਮਾਡਲ : ਖੋਜੇਵਾਲ — [23, 1823, 571, 1896]
story-mamta-diwas — [596, 1457, 966, 1889]
